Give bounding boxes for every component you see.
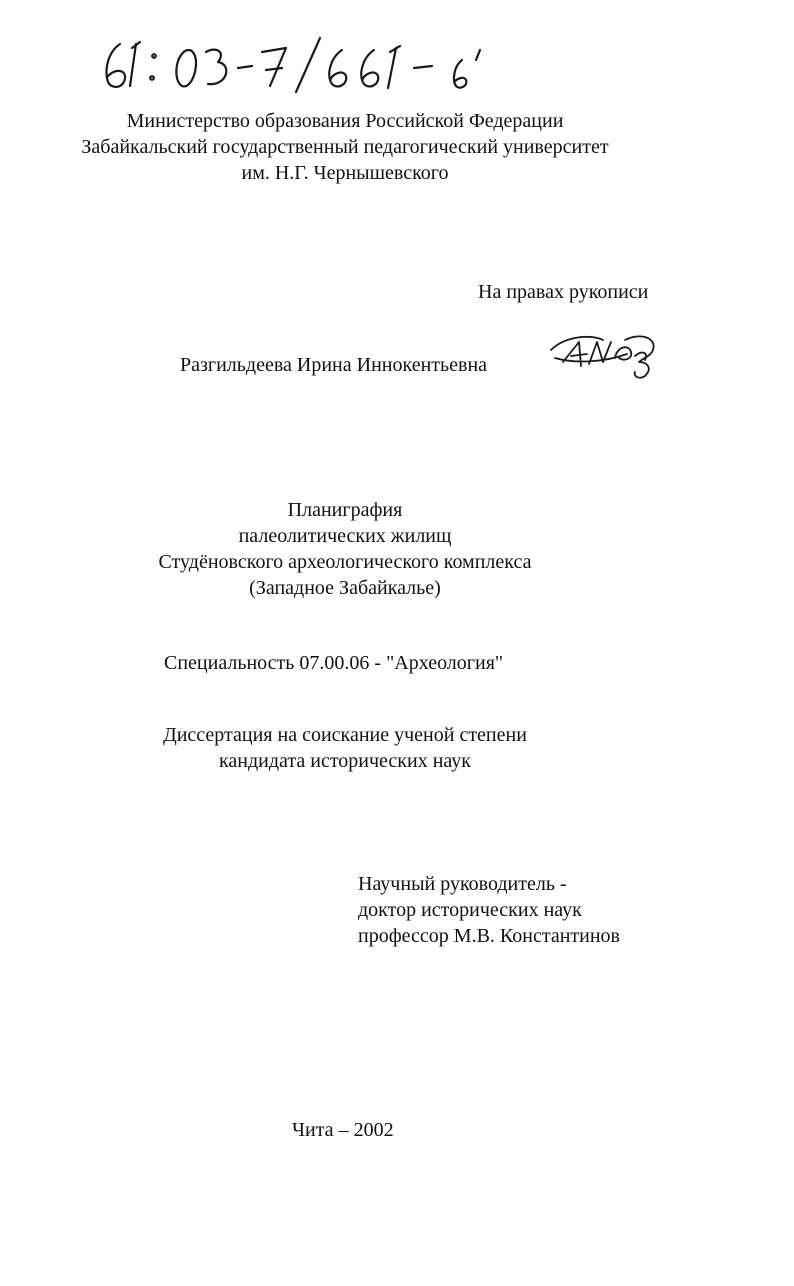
title-line-3: Студёновского археологического комплекса — [158, 551, 532, 573]
university-name: Забайкальский государственный педагогический университет — [81, 136, 609, 158]
advisor-line-1: Научный руководитель - — [358, 873, 567, 895]
title-line-4: (Западное Забайкалье) — [249, 577, 441, 599]
advisor-line-3: профессор М.В. Константинов — [358, 925, 620, 947]
author-signature — [545, 328, 665, 384]
degree-line-1: Диссертация на соискание ученой степени — [163, 724, 527, 746]
signature-drawing — [545, 328, 665, 384]
specialty-line: Специальность 07.00.06 - "Археология" — [164, 652, 504, 674]
title-line-2: палеолитических жилищ — [238, 525, 452, 547]
institution-header — [0, 108, 690, 186]
degree-statement — [0, 722, 690, 774]
university-named-after: им. Н.Г. Чернышевского — [241, 162, 449, 184]
advisor-line-2: доктор исторических наук — [358, 899, 582, 921]
city-and-year: Чита – 2002 — [292, 1119, 394, 1141]
title-line-1: Планиграфия — [287, 499, 403, 521]
scientific-advisor — [358, 871, 620, 949]
degree-line-2: кандидата исторических наук — [218, 750, 472, 772]
handwritten-archive-code — [92, 30, 512, 100]
author-name: Разгильдеева Ирина Иннокентьевна — [180, 354, 488, 376]
dissertation-title — [0, 497, 690, 601]
ministry-name: Министерство образования Российской Федерации — [126, 110, 564, 132]
rights-notice: На правах рукописи — [478, 281, 649, 303]
handwritten-code-drawing — [92, 30, 512, 100]
